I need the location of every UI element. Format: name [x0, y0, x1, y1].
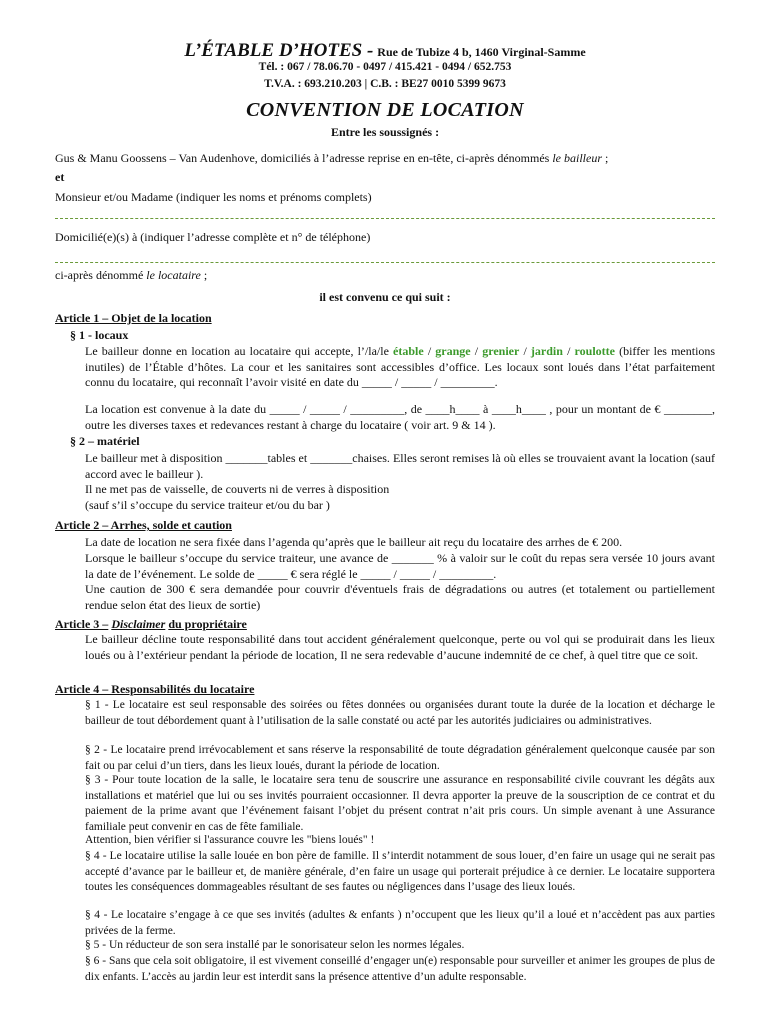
option-jardin: jardin [530, 344, 563, 358]
article4-p2: § 2 - Le locataire prend irrévocablement et sans réserve la responsabilité de toute dégradation généralement quelconque causée par son fait ou par celui d’un tiers, dans les lieux loués, durant la période de location. [85, 744, 715, 772]
tenant-end: ; [203, 268, 208, 282]
article1-s2-no-dishes: Il ne met pas de vaisselle, de couverts ni de verres à disposition [85, 482, 390, 496]
article1-s1-date: La location est convenue à la date du _____ / _____ / _________, de ____h____ à ____h____ , pour un montant de € ________, outre les diverses taxes et redevances restant à charge du locataire ( voir art. 9 & 14 ). [85, 402, 715, 432]
lessor-end: ; [605, 151, 609, 165]
lessor-text: Gus & Manu Goossens – Van Audenhove, domiciliés à l’adresse reprise en en-tête, ci-après dénommés [55, 151, 550, 165]
article1-s2-paragraph: Le bailleur met à disposition _______tables et _______chaises. Elles seront remises là où elles se trouvaient avant la location (sauf accord avec le bailleur ). [85, 451, 715, 481]
separator: / [474, 344, 479, 358]
document-title: CONVENTION DE LOCATION [246, 99, 524, 121]
domicile-prompt: Domicilié(e)(s) à (indiquer l’adresse complète et n° de téléphone) [55, 230, 371, 244]
separator: / [523, 344, 527, 358]
article4-p3-warning: Attention, bien vérifier si l'assurance couvre les "biens loués" ! [85, 834, 375, 846]
article3-title-b: Disclaimer [111, 617, 166, 631]
article2-caution: Une caution de 300 € sera demandée pour couvrir d'éventuels frais de dégradations ou autres (et totalement ou partiellement rendue selon état des lieux de sortie) [85, 582, 715, 612]
article4-p7: § 6 - Sans que cela soit obligatoire, il est vivement conseillé d’engager un(e) responsable pour surveiller et animer les groupes de plus de dix enfants. L’accès au jardin leur est interdit sans la présence attentive d’un adulte responsable. [85, 955, 715, 983]
tenant-named-text: ci-après dénommé [55, 268, 144, 282]
article4-p1: § 1 - Le locataire est seul responsable des soirées ou fêtes données ou organisées durant toute la durée de la location et décharge le bailleur de tout débordement quant à l’utilisation de la salle constaté ou acté par les autorités judiciaires ou administratives. [85, 699, 715, 727]
lessor-role: le bailleur [552, 151, 602, 165]
option-roulotte: roulotte [574, 344, 615, 358]
brand-address: Rue de Tubize 4 b, 1460 Virginal-Samme [377, 45, 586, 59]
lessor-paragraph [55, 151, 715, 167]
phone-line: Tél. : 067 / 78.06.70 - 0497 / 415.421 - 0494 / 652.753 [258, 61, 512, 73]
document-subtitle: Entre les soussignés : [330, 125, 440, 139]
article4-p6: § 5 - Un réducteur de son sera installé par le sonorisateur selon les normes légales. [85, 939, 465, 951]
article1-s2-exception: (sauf s’il s’occupe du service traiteur et/ou du bar ) [85, 498, 330, 512]
article2-advance: Lorsque le bailleur s’occupe du service traiteur, une avance de _______ % à valoir sur le coût du repas sera versée 10 jours avant la date de l’événement. Le solde de _____ € sera réglé le _____ / _____ / _________. [85, 551, 715, 581]
article4-p5: § 4 - Le locataire s’engage à ce que ses invités (adultes & enfants ) n’occupent que les lieux qu’il a loué et n’accèdent pas aux parties privées de la ferme. [85, 909, 715, 937]
s1-text-a: Le bailleur donne en location au locataire qui accepte, l’/la/le [85, 344, 389, 358]
agreed-heading: il est convenu ce qui suit : [319, 290, 451, 304]
option-etable: étable [393, 344, 424, 358]
article4-p4: § 4 - Le locataire utilise la salle louée en bon père de famille. Il s’interdit notamment de sous louer, d’en faire un usage qui ne serait pas accepté d’avance par le bailleur et, de manière générale, d’en faire un usage qui porterait préjudice à ce dernier. Le locataire supportera toutes les conséquences dommageables résultant de ses fautes ou négligences dans l’usage des lieux loués. [85, 850, 715, 893]
article3-title [55, 617, 715, 633]
article1-s1-title: § 1 - locaux [70, 328, 129, 342]
tenant-role: le locataire [146, 268, 201, 282]
article1-title: Article 1 – Objet de la location [55, 311, 212, 325]
brand-name: L’ÉTABLE D’HOTES - [184, 40, 374, 61]
article4-title: Article 4 – Responsabilités du locataire [55, 682, 255, 696]
option-grange: grange [435, 344, 471, 358]
article1-s1-paragraph [85, 344, 715, 391]
article2-title: Article 2 – Arrhes, solde et caution [55, 518, 232, 532]
article3-title-c: du propriétaire [168, 617, 247, 631]
option-grenier: grenier [482, 344, 520, 358]
article3-title-a: Article 3 – [55, 617, 109, 631]
tenant-name-prompt: Monsieur et/ou Madame (indiquer les noms et prénoms complets) [55, 190, 372, 204]
article2-deposit: La date de location ne sera fixée dans l’agenda qu’après que le bailleur ait reçu du locataire des arrhes de € 200. [85, 535, 623, 549]
article3-paragraph: Le bailleur décline toute responsabilité dans tout accident généralement quelconque, perte ou vol qui se produirait dans les lieux loués ou à l’extérieur pendant la période de location, Il ne sera redevable d’aucune indemnité de ce chef, à quel titre que ce soit. [85, 632, 715, 662]
tenant-named [55, 268, 715, 284]
article1-s2-title: § 2 – matériel [70, 434, 140, 448]
s1-text-b: (biffer les mentions inutiles) de l’Étable d’hôtes. La cour et les sanitaires sont accessibles d’office. Les locaux sont loués dans l’état parfaitement connu du locataire, qui reconnaît l’avoir visité en date du _____ / _____ / _________. [85, 344, 716, 389]
tenant-name-line[interactable] [55, 218, 715, 219]
letterhead [0, 40, 770, 62]
vat-line: T.V.A. : 693.210.203 | C.B. : BE27 0010 5399 9673 [264, 78, 506, 90]
and-label: et [55, 170, 65, 184]
separator: / [427, 344, 432, 358]
article4-p3: § 3 - Pour toute location de la salle, le locataire sera tenu de souscrire une assurance en responsabilité civile couvrant les dégâts aux installations et matériel que lui ou ses invités pourraient occasionner. Il devra apporter la preuve de la souscription de ce contrat et du paiement de la prime avant que l’événement faisant l’objet du présent contrat n’ait pris cours. Un simple avenant à une Assurance familiale peut convenir en cas de fête familiale. [85, 774, 715, 833]
domicile-line[interactable] [55, 262, 715, 263]
separator: / [567, 344, 571, 358]
